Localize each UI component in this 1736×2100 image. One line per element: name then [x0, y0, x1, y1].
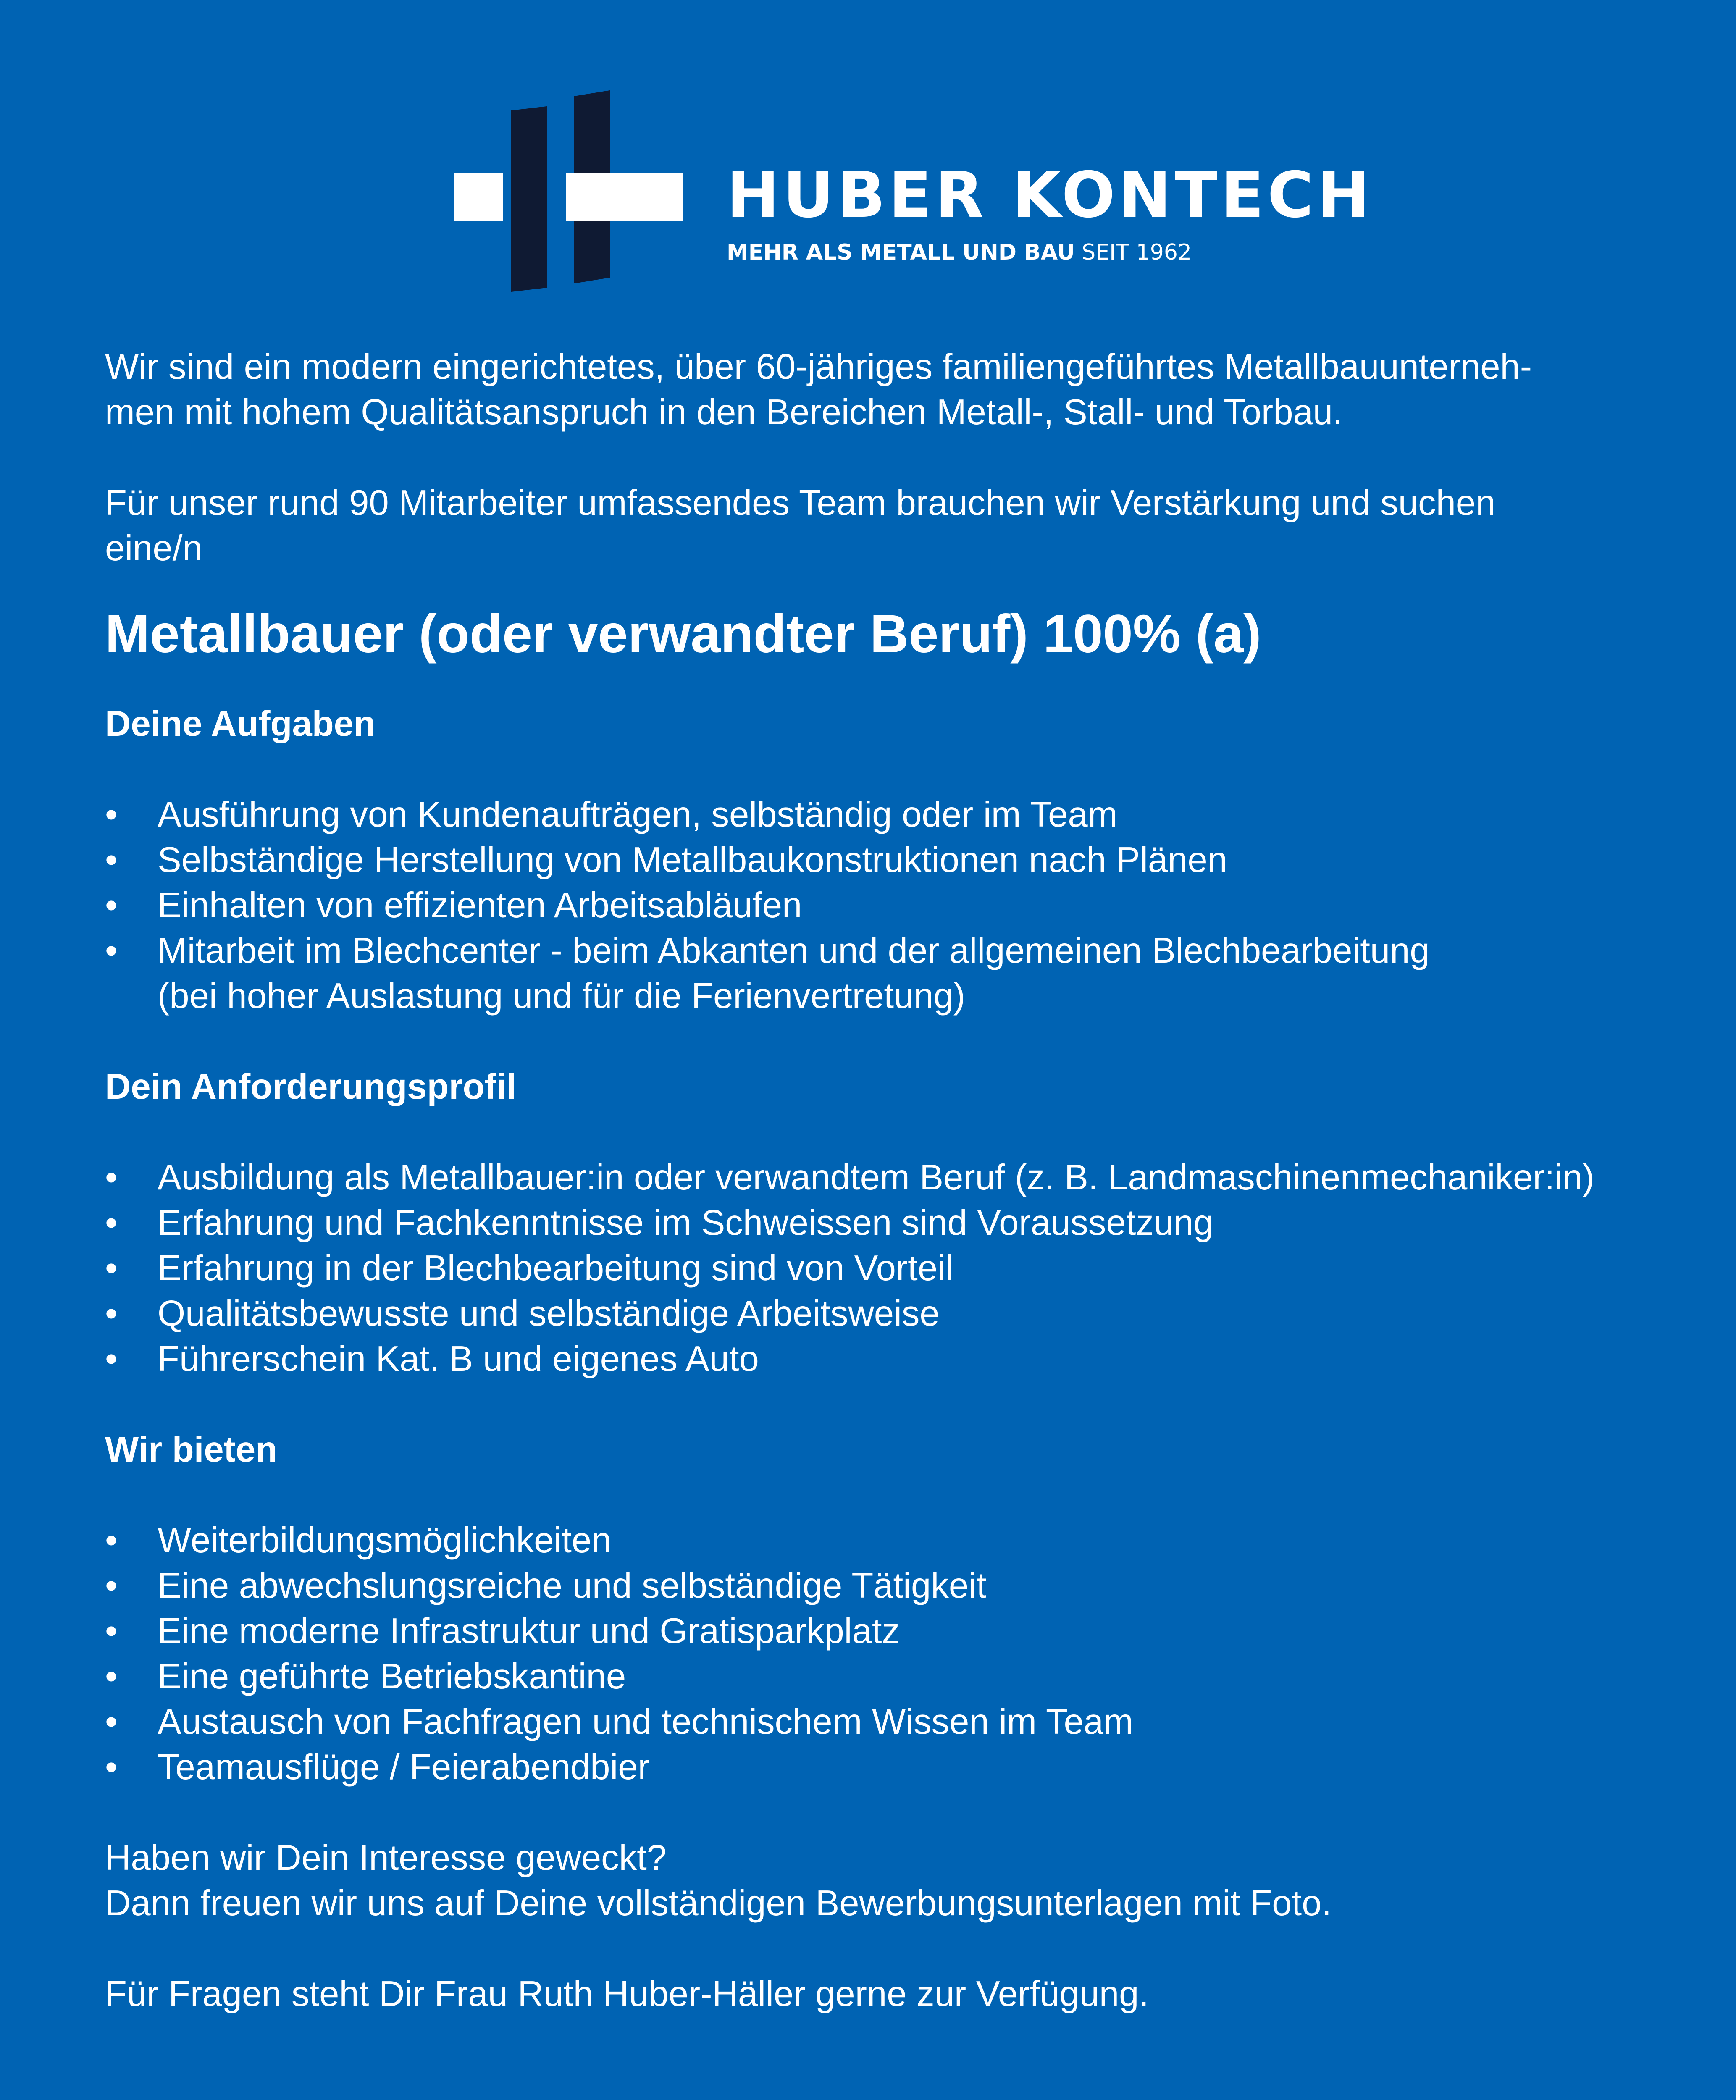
list-item: • Eine moderne Infrastruktur und Gratisparkplatz — [105, 1609, 1659, 1654]
contact-person: Für Fragen steht Dir Frau Ruth Huber-Häller gerne zur Verfügung. — [105, 1974, 1149, 2014]
tasks-list — [105, 792, 1659, 1019]
list-item: • Eine abwechslungsreiche und selbständige Tätigkeit — [105, 1563, 1659, 1609]
list-item: • Mitarbeit im Blechcenter - beim Abkanten und der allgemeinen Blechbearbeitung (bei hoher Auslastung und für die Ferienvertretung) — [105, 928, 1659, 1019]
brand-tagline — [727, 242, 1192, 263]
list-item: • Austausch von Fachfragen und technischem Wissen im Team — [105, 1699, 1659, 1745]
intro-search-paragraph: Für unser rund 90 Mitarbeiter umfassendes Team brauchen wir Verstärkung und suchen eine/n — [105, 483, 1496, 568]
intro-paragraph: Wir sind ein modern eingerichtetes, über 60-jähriges familiengeführtes Metallbauunterneh- men mit hohem Qualitätsanspruch in den Bereichen Metall-, Stall- und Torbau. — [105, 347, 1532, 432]
huber-kontech-logo-mark-icon — [454, 90, 683, 309]
list-item: • Erfahrung und Fachkenntnisse im Schweissen sind Voraussetzung — [105, 1200, 1659, 1246]
list-item: • Eine geführte Betriebskantine — [105, 1654, 1659, 1699]
posting-content — [105, 344, 1659, 2017]
list-item: • Selbständige Herstellung von Metallbaukonstruktionen nach Plänen — [105, 837, 1659, 883]
list-item: • Ausbildung als Metallbauer:in oder verwandtem Beruf (z. B. Landmaschinenmechaniker:in) — [105, 1155, 1659, 1200]
profile-list — [105, 1155, 1659, 1382]
brand-name: HUBER KONTECH — [727, 159, 1373, 232]
list-item: • Weiterbildungsmöglichkeiten — [105, 1518, 1659, 1563]
closing-question: Haben wir Dein Interesse geweckt? — [105, 1838, 667, 1878]
job-title: Metallbauer (oder verwandter Beruf) 100% (a) — [105, 604, 1261, 664]
list-item: • Erfahrung in der Blechbearbeitung sind von Vorteil — [105, 1246, 1659, 1291]
list-item: • Ausführung von Kundenaufträgen, selbständig oder im Team — [105, 792, 1659, 837]
list-item: • Qualitätsbewusste und selbständige Arbeitsweise — [105, 1291, 1659, 1336]
section-heading-tasks: Deine Aufgaben — [105, 704, 376, 744]
closing-call-to-action: Dann freuen wir uns auf Deine vollständigen Bewerbungsunterlagen mit Foto. — [105, 1883, 1332, 1923]
company-logo — [454, 90, 1373, 309]
offer-list — [105, 1518, 1659, 1790]
list-item: • Teamausflüge / Feierabendbier — [105, 1745, 1659, 1790]
section-heading-profile: Dein Anforderungsprofil — [105, 1067, 517, 1107]
list-item: • Einhalten von effizienten Arbeitsabläufen — [105, 883, 1659, 928]
list-item: • Führerschein Kat. B und eigenes Auto — [105, 1336, 1659, 1382]
brand-tagline-main: MEHR ALS METALL UND BAU — [727, 240, 1075, 265]
brand-tagline-since: SEIT 1962 — [1082, 240, 1192, 265]
section-heading-offer: Wir bieten — [105, 1430, 278, 1470]
